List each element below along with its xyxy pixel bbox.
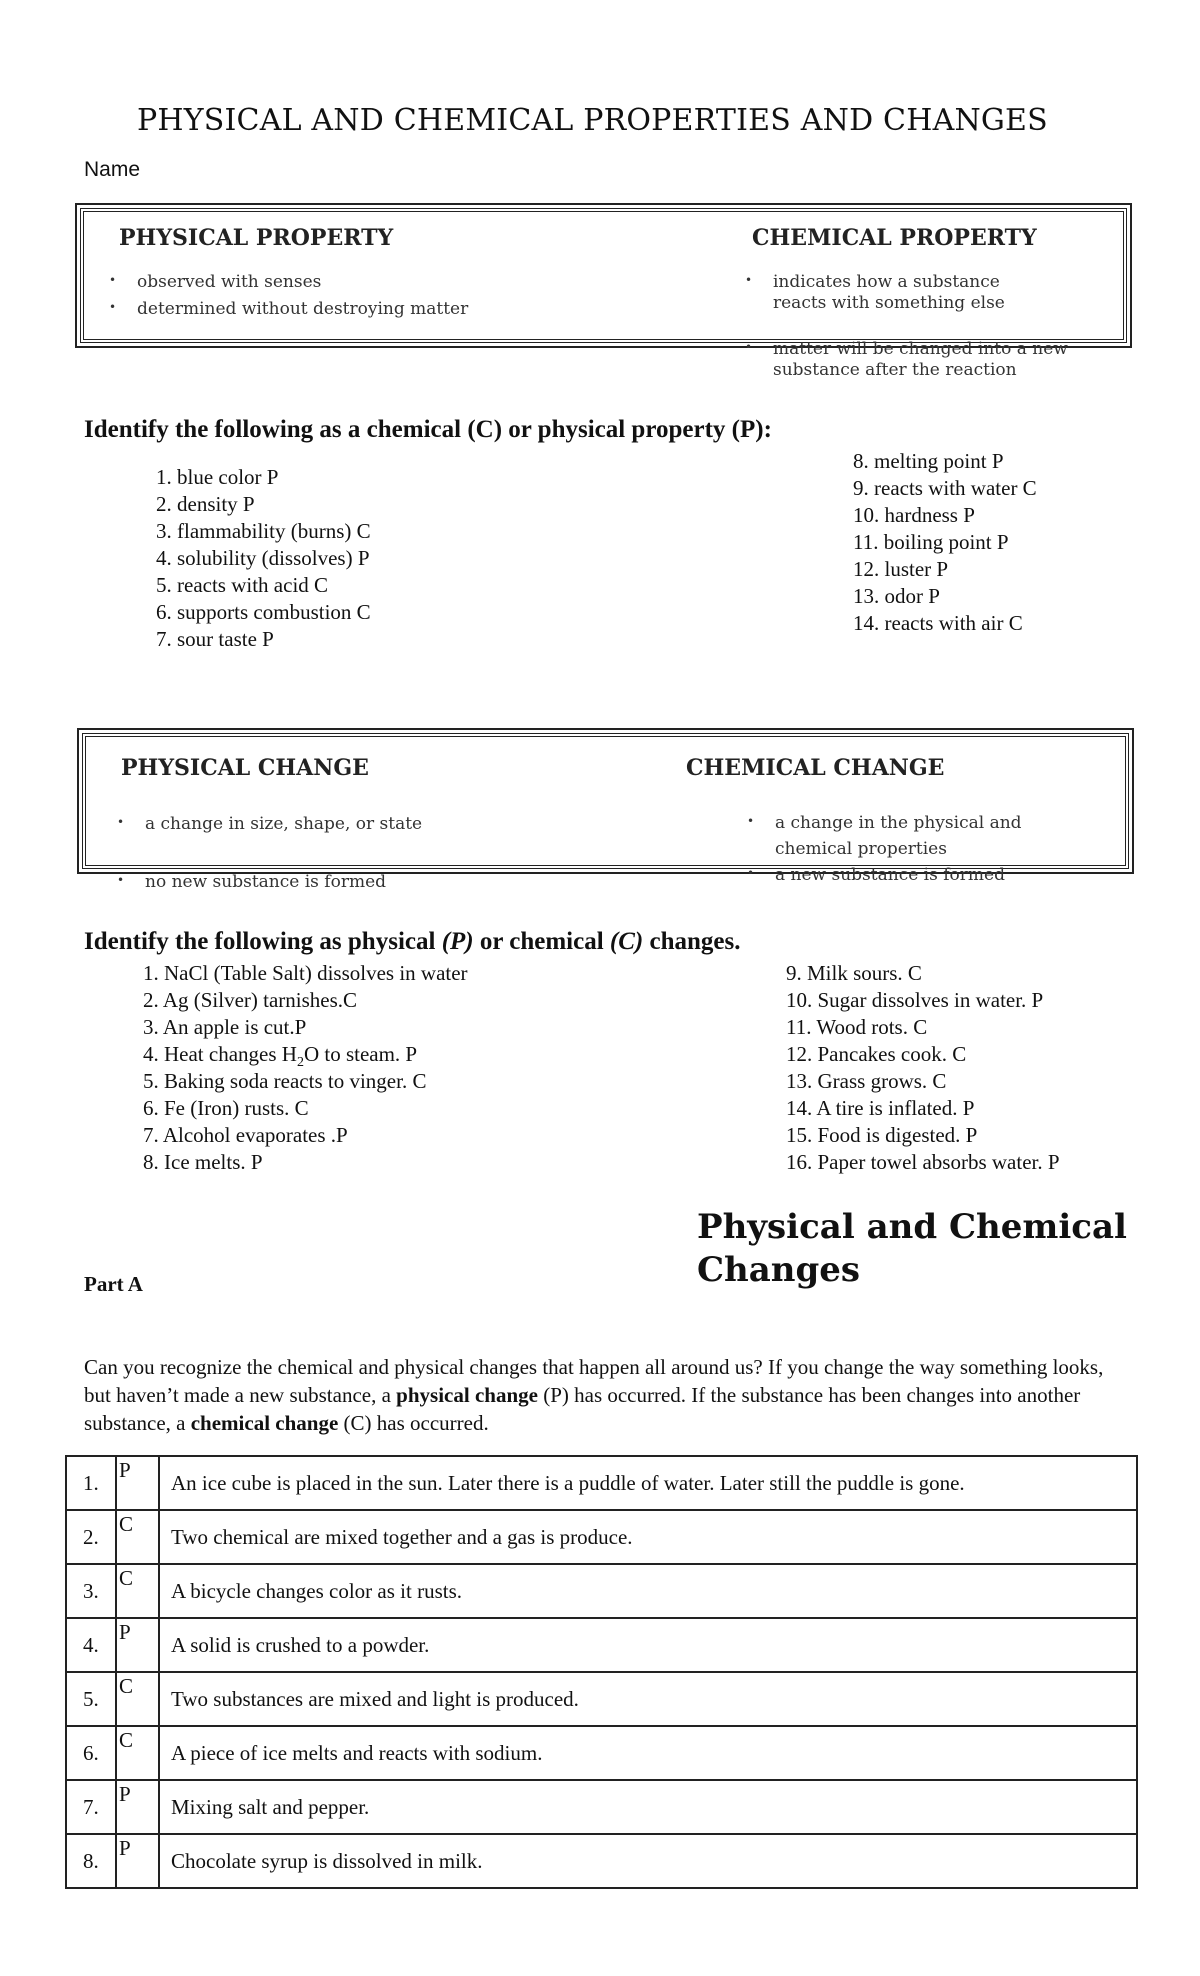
physical-change-bullet: • a change in size, shape, or state <box>117 814 423 834</box>
answer-cell[interactable]: C <box>116 1726 159 1780</box>
row-number: 2. <box>66 1510 116 1564</box>
row-description: A solid is crushed to a powder. <box>159 1618 1137 1672</box>
list-item: 8. melting point P <box>853 449 1004 473</box>
properties-list-left <box>156 464 371 653</box>
table-row <box>66 1672 1137 1726</box>
table-row <box>66 1780 1137 1834</box>
answer-cell[interactable]: C <box>116 1672 159 1726</box>
row-number: 1. <box>66 1456 116 1510</box>
answer-cell[interactable]: C <box>116 1510 159 1564</box>
list-item: 16. Paper towel absorbs water. P <box>786 1150 1060 1174</box>
table-row <box>66 1510 1137 1564</box>
row-description: Chocolate syrup is dissolved in milk. <box>159 1834 1137 1888</box>
physical-property-bullet: • determined without destroying matter <box>109 299 469 319</box>
list-item: 5. reacts with acid C <box>156 573 329 597</box>
list-item: 13. odor P <box>853 584 940 608</box>
answer-cell[interactable]: C <box>116 1564 159 1618</box>
list-item: 6. supports combustion C <box>156 600 371 624</box>
table-row <box>66 1618 1137 1672</box>
answer-cell[interactable]: P <box>116 1618 159 1672</box>
chemical-change-heading: CHEMICAL CHANGE <box>686 755 945 781</box>
changes-table <box>65 1455 1138 1889</box>
list-item: 1. blue color P <box>156 465 279 489</box>
row-description: An ice cube is placed in the sun. Later there is a puddle of water. Later still the puddle is gone. <box>159 1456 1137 1510</box>
list-item: 1. NaCl (Table Salt) dissolves in water <box>143 961 468 985</box>
row-description: Two chemical are mixed together and a gas is produce. <box>159 1510 1137 1564</box>
row-number: 8. <box>66 1834 116 1888</box>
table-row <box>66 1726 1137 1780</box>
chemical-change-bullet: • a new substance is formed <box>747 865 1005 885</box>
list-item: 4. solubility (dissolves) P <box>156 546 370 570</box>
list-item: 14. A tire is inflated. P <box>786 1096 975 1120</box>
list-item: 9. reacts with water C <box>853 476 1037 500</box>
list-item: 10. Sugar dissolves in water. P <box>786 988 1044 1012</box>
row-number: 4. <box>66 1618 116 1672</box>
properties-question: Identify the following as a chemical (C) or physical property (P): <box>84 416 772 443</box>
row-number: 6. <box>66 1726 116 1780</box>
row-number: 3. <box>66 1564 116 1618</box>
page-title: PHYSICAL AND CHEMICAL PROPERTIES AND CHANGES <box>137 103 1048 138</box>
changes-question: Identify the following as physical (P) or chemical (C) changes. <box>84 928 741 955</box>
list-item: 10. hardness P <box>853 503 975 527</box>
list-item: 7. sour taste P <box>156 627 274 651</box>
row-description: A piece of ice melts and reacts with sodium. <box>159 1726 1137 1780</box>
list-item: 13. Grass grows. C <box>786 1069 947 1093</box>
list-item: 6. Fe (Iron) rusts. C <box>143 1096 309 1120</box>
chemical-change-bullet: • a change in the physical and chemical properties <box>747 813 1022 859</box>
list-item: 7. Alcohol evaporates .P <box>143 1123 348 1147</box>
name-label: Name <box>84 158 141 181</box>
changes-list-right <box>786 960 1060 1176</box>
list-item: 12. luster P <box>853 557 949 581</box>
list-item: 8. Ice melts. P <box>143 1150 263 1174</box>
list-item: 11. Wood rots. C <box>786 1015 928 1039</box>
chemical-property-bullet: • matter will be changed into a new substance after the reaction <box>745 339 1068 380</box>
table-row <box>66 1564 1137 1618</box>
properties-list-right <box>853 448 1037 637</box>
intro-paragraph: Can you recognize the chemical and physical changes that happen all around us? If you change the way something looks, but haven’t made a new substance, a physical change (P) has occurred. If the substance has been changes into another substance, a chemical change (C) has occurred. <box>84 1355 1104 1435</box>
physical-change-heading: PHYSICAL CHANGE <box>121 755 369 781</box>
list-item: 2. density P <box>156 492 255 516</box>
section-title: Physical and Chemical Changes <box>697 1207 1127 1290</box>
list-item: 12. Pancakes cook. C <box>786 1042 967 1066</box>
list-item: 4. Heat changes $H_2O$ to steam. P <box>143 1042 418 1071</box>
row-number: 7. <box>66 1780 116 1834</box>
physical-change-bullet: • no new substance is formed <box>117 872 387 892</box>
physical-property-heading: PHYSICAL PROPERTY <box>119 225 394 251</box>
chemical-property-bullet: • indicates how a substance reacts with something else <box>745 272 1005 313</box>
list-item: 14. reacts with air C <box>853 611 1023 635</box>
list-item: 3. An apple is cut.P <box>143 1015 307 1039</box>
list-item: 11. boiling point P <box>853 530 1009 554</box>
answer-cell[interactable]: P <box>116 1780 159 1834</box>
part-label: Part A <box>84 1272 143 1296</box>
table-row <box>66 1456 1137 1510</box>
changes-list-left <box>143 960 468 1176</box>
table-row <box>66 1834 1137 1888</box>
list-item: 2. Ag (Silver) tarnishes.C <box>143 988 358 1012</box>
list-item: 5. Baking soda reacts to vinger. C <box>143 1069 427 1093</box>
physical-property-bullet: • observed with senses <box>109 272 322 292</box>
answer-cell[interactable]: P <box>116 1456 159 1510</box>
row-description: A bicycle changes color as it rusts. <box>159 1564 1137 1618</box>
list-item: 15. Food is digested. P <box>786 1123 978 1147</box>
chemical-property-heading: CHEMICAL PROPERTY <box>752 225 1037 251</box>
list-item: 3. flammability (burns) C <box>156 519 371 543</box>
row-number: 5. <box>66 1672 116 1726</box>
row-description: Mixing salt and pepper. <box>159 1780 1137 1834</box>
list-item: 9. Milk sours. C <box>786 961 922 985</box>
row-description: Two substances are mixed and light is produced. <box>159 1672 1137 1726</box>
answer-cell[interactable]: P <box>116 1834 159 1888</box>
